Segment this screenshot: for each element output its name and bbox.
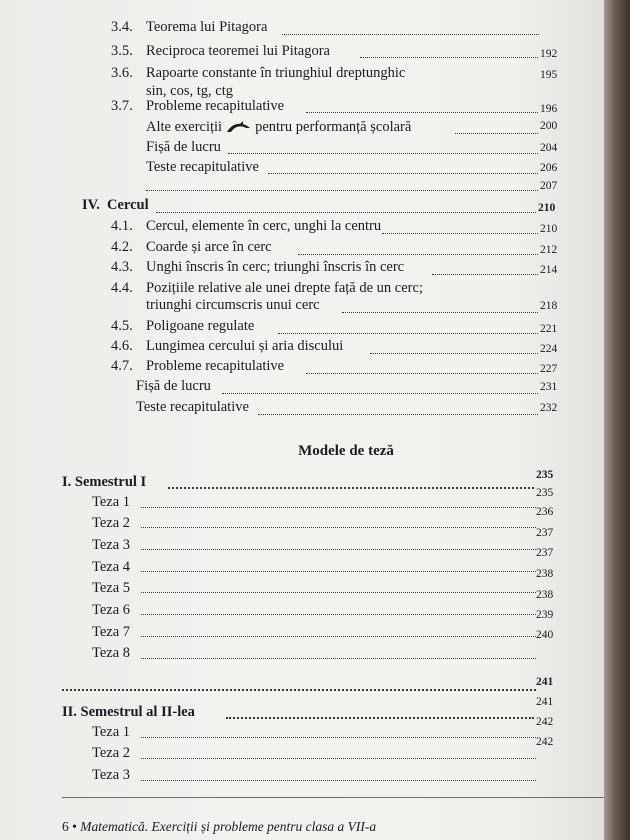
toc-page: 242: [536, 736, 554, 748]
toc-title: Teza 1: [92, 724, 131, 740]
dot-leader: [370, 353, 538, 354]
toc-title: Unghi înscris în cerc; triunghi înscris în cerc: [146, 259, 405, 275]
toc-entry: [92, 724, 130, 741]
toc-title: Teza 5: [92, 580, 131, 596]
toc-title: Teste recapitulative: [146, 159, 259, 175]
toc-page: 241: [536, 676, 554, 688]
toc-page: 210: [540, 223, 558, 235]
dot-leader: [432, 274, 538, 275]
toc-page: 235: [536, 487, 554, 499]
dot-leader: [141, 592, 536, 593]
toc-entry: [92, 515, 130, 532]
toc-number: IV.: [82, 197, 100, 213]
toc-page: 195: [540, 69, 558, 81]
toc-entry: [92, 559, 130, 576]
section-heading: Modele de teză: [298, 443, 394, 459]
toc-title: Teza 6: [92, 602, 131, 618]
toc-page: 196: [540, 103, 558, 115]
dot-leader: [306, 112, 538, 113]
footer-bullet: •: [72, 819, 77, 834]
toc-number: 3.7.: [111, 98, 133, 114]
toc-title-continued: triunghi circumscris unui cerc: [146, 297, 320, 313]
dot-leader: [141, 507, 536, 508]
toc-title: Pozițiile relative ale unei drepte față de un cerc;: [146, 280, 423, 296]
toc-page: 210: [538, 202, 556, 214]
toc-title: Teza 2: [92, 745, 131, 761]
dot-leader: [278, 333, 538, 334]
toc-title: Cercul: [107, 197, 149, 213]
toc-entry: [92, 624, 130, 641]
dot-leader: [360, 57, 538, 58]
dot-leader: [298, 254, 538, 255]
toc-title: II. Semestrul al II-lea: [62, 704, 195, 720]
toc-page: 232: [540, 402, 558, 414]
dot-leader: [382, 233, 538, 234]
toc-page: 241: [536, 696, 554, 708]
toc-number: 4.7.: [111, 358, 133, 374]
toc-title: Lungimea cercului și aria discului: [146, 338, 344, 354]
toc-page: 242: [536, 716, 554, 728]
dot-leader: [146, 190, 538, 191]
toc-page: 221: [540, 323, 558, 335]
toc-title: Teza 4: [92, 559, 131, 575]
dot-leader: [228, 153, 538, 154]
dot-leader: [141, 636, 536, 637]
book-title: Matematică. Exerciții și probleme pentru clasa a VII-a: [80, 819, 377, 834]
toc-entry: [146, 119, 411, 136]
dot-leader: [141, 549, 536, 550]
toc-page: 235: [536, 469, 554, 481]
toc-title: Poligoane regulate: [146, 318, 255, 334]
dot-leader: [141, 571, 536, 572]
toc-page: 200: [540, 120, 558, 132]
toc-entry: [146, 139, 221, 156]
dot-leader: [342, 312, 538, 313]
toc-title: Teza 8: [92, 645, 131, 661]
dot-leader: [268, 173, 538, 174]
toc-page: 218: [540, 300, 558, 312]
toc-semester: [62, 474, 146, 491]
toc-page: 237: [536, 527, 554, 539]
toc-page: 240: [536, 629, 554, 641]
dot-leader: [141, 614, 536, 615]
toc-title: Fișă de lucru: [136, 378, 211, 394]
toc-title: Rapoarte constante în triunghiul dreptunghic: [146, 65, 406, 81]
toc-title: Reciproca teoremei lui Pitagora: [146, 43, 330, 59]
toc-number: 3.6.: [111, 65, 133, 81]
toc-entry: [92, 580, 130, 597]
dot-leader: [222, 393, 538, 394]
toc-page: 239: [536, 609, 554, 621]
dot-leader: [141, 658, 536, 659]
toc-entry: [92, 537, 130, 554]
toc-title: pentru performanță școlară: [255, 119, 412, 135]
toc-title-continued: sin, cos, tg, ctg: [146, 83, 233, 99]
toc-page: 204: [540, 142, 558, 154]
toc-page: 214: [540, 264, 558, 276]
dot-leader: [455, 133, 538, 134]
dot-leader: [141, 527, 536, 528]
toc-title: Teste recapitulative: [136, 399, 249, 415]
toc-number: 4.4.: [111, 280, 133, 296]
toc-page: 236: [536, 506, 554, 518]
toc-page: 192: [540, 48, 558, 60]
toc-title: I. Semestrul I: [62, 474, 147, 490]
toc-semester: [62, 704, 195, 721]
toc-title: Teza 3: [92, 767, 131, 783]
dot-leader: [62, 689, 536, 691]
toc-number: 4.5.: [111, 318, 133, 334]
dolphin-icon: [226, 121, 252, 133]
toc-title: Teza 7: [92, 624, 131, 640]
toc-title: Coarde și arce în cerc: [146, 239, 272, 255]
toc-number: 4.1.: [111, 218, 133, 234]
page-footer: [62, 819, 376, 835]
toc-page: 238: [536, 568, 554, 580]
toc-title: Probleme recapitulative: [146, 358, 285, 374]
footer-rule: [62, 797, 604, 798]
toc-page: 212: [540, 244, 558, 256]
dot-leader: [306, 373, 538, 374]
toc-entry: [136, 399, 249, 416]
toc-page: 227: [540, 363, 558, 375]
toc-page: 237: [536, 547, 554, 559]
toc-title: Fișă de lucru: [146, 139, 221, 155]
dot-leader: [156, 212, 536, 213]
toc-entry: [92, 767, 130, 784]
toc-title: Probleme recapitulative: [146, 98, 285, 114]
page-number: 6: [62, 819, 69, 834]
dot-leader: [141, 780, 536, 781]
toc-entry: [92, 494, 130, 511]
toc-page: 207: [540, 180, 558, 192]
toc-title: Alte exerciții: [146, 119, 223, 135]
toc-number: 3.5.: [111, 43, 133, 59]
dot-leader: [141, 758, 536, 759]
toc-number: 4.3.: [111, 259, 133, 275]
dot-leader: [226, 717, 534, 719]
toc-entry-continued: [146, 297, 320, 314]
toc-entry: [92, 602, 130, 619]
toc-number: 3.4.: [111, 19, 133, 35]
toc-entry: [92, 645, 130, 662]
toc-title: Teza 1: [92, 494, 131, 510]
toc-page: 224: [540, 343, 558, 355]
dot-leader: [282, 34, 539, 35]
toc-number: 4.2.: [111, 239, 133, 255]
toc-entry: [146, 159, 259, 176]
book-spine: [604, 0, 630, 840]
toc-title: Teza 2: [92, 515, 131, 531]
toc-title: Cercul, elemente în cerc, unghi la centru: [146, 218, 382, 234]
dot-leader: [168, 487, 534, 489]
dot-leader: [258, 414, 538, 415]
toc-page: 238: [536, 589, 554, 601]
dot-leader: [141, 737, 536, 738]
toc-entry: [136, 378, 211, 395]
toc-page: 206: [540, 162, 558, 174]
toc-entry: [92, 745, 130, 762]
toc-title: Teza 3: [92, 537, 131, 553]
toc-page: 231: [540, 381, 558, 393]
toc-number: 4.6.: [111, 338, 133, 354]
toc-title: Teorema lui Pitagora: [146, 19, 268, 35]
